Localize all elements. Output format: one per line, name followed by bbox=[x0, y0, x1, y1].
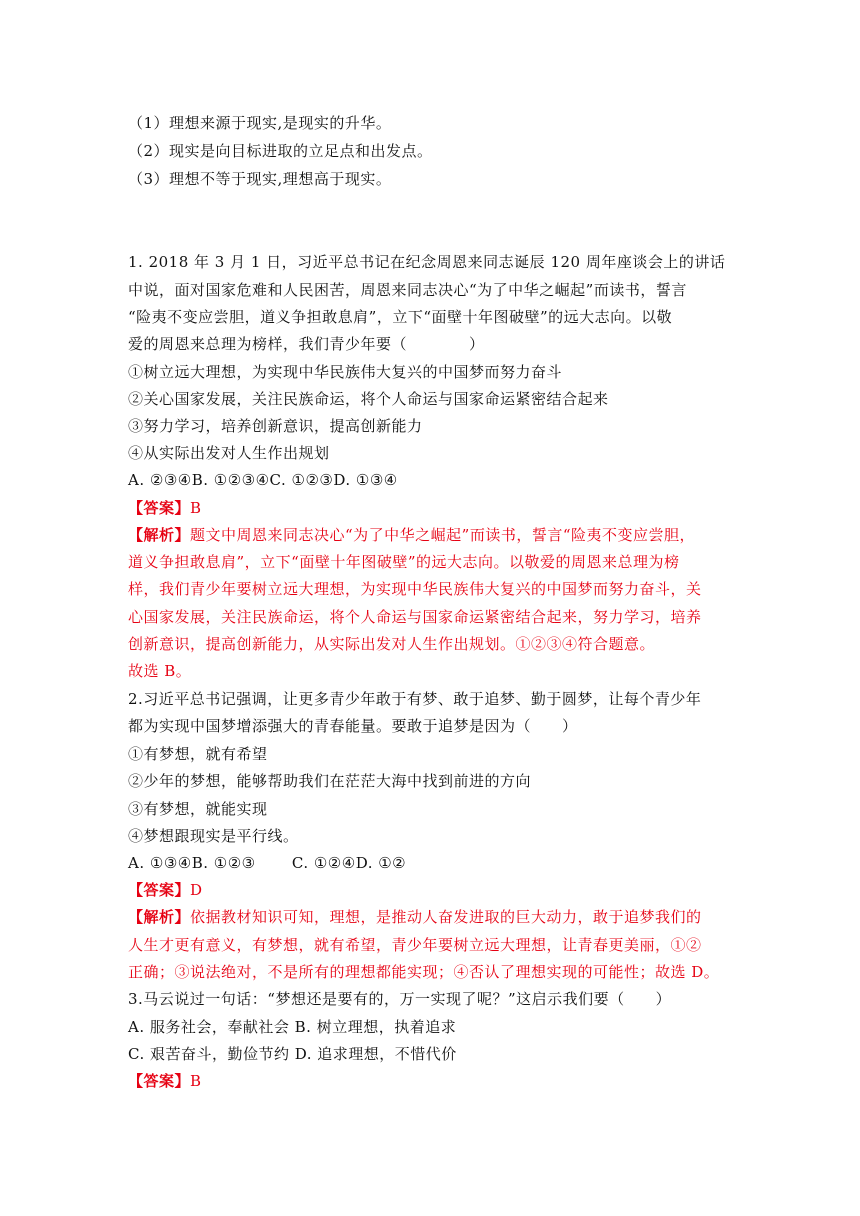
analysis-line: 故选 B。 bbox=[128, 662, 192, 680]
statement-option: ③有梦想，就能实现 bbox=[128, 800, 268, 818]
question-stem: 3.马云说过一句话：“梦想还是要有的，万一实现了呢？”这启示我们要（ ） bbox=[128, 990, 672, 1008]
answer-value: D bbox=[190, 881, 203, 899]
intro-point: （2）现实是向目标进取的立足点和出发点。 bbox=[128, 142, 433, 160]
analysis-line: 【解析】题文中周恩来同志决心“为了中华之崛起”而读书，誓言“险夷不变应尝胆， bbox=[128, 526, 696, 544]
analysis-line: 心国家发展，关注民族命运，将个人命运与国家命运紧密结合起来，努力学习，培养 bbox=[128, 608, 702, 626]
answer-line bbox=[128, 1071, 202, 1091]
question-stem: 中说，面对国家危难和人民困苦，周恩来同志决心“为了中华之崛起”而读书，誓言 bbox=[128, 281, 687, 299]
intro-point: （1）理想来源于现实,是现实的升华。 bbox=[128, 114, 392, 132]
statement-option: ④从实际出发对人生作出规划 bbox=[128, 444, 330, 462]
answer-label: 【答案】 bbox=[128, 499, 191, 517]
question-stem: 2.习近平总书记强调，让更多青少年敢于有梦、敢于追梦、勤于圆梦，让每个青少年 bbox=[128, 690, 702, 708]
question-stem: 1. 2018 年 3 月 1 日，习近平总书记在纪念周恩来同志诞辰 120 周年座谈会上的讲话 bbox=[128, 253, 726, 271]
statement-option: ①树立远大理想，为实现中华民族伟大复兴的中国梦而努力奋斗 bbox=[128, 363, 563, 381]
answer-line bbox=[128, 498, 202, 518]
statement-option: ③努力学习，培养创新意识，提高创新能力 bbox=[128, 417, 423, 435]
analysis-line: 正确；③说法绝对，不是所有的理想都能实现；④否认了理想实现的可能性；故选 D。 bbox=[128, 963, 720, 981]
statement-option: ④梦想跟现实是平行线。 bbox=[128, 827, 299, 845]
statement-option: ②少年的梦想，能够帮助我们在茫茫大海中找到前进的方向 bbox=[128, 772, 532, 790]
statement-option: ②关心国家发展，关注民族命运，将个人命运与国家命运紧密结合起来 bbox=[128, 390, 609, 408]
analysis-line: 【解析】依据教材知识可知，理想，是推动人奋发进取的巨大动力，敢于追梦我们的 bbox=[128, 908, 702, 926]
answer-choices: A. ①③④B. ①②③ C. ①②④D. ①② bbox=[128, 854, 407, 872]
statement-option: C. 艰苦奋斗，勤俭节约 D. 追求理想，不惜代价 bbox=[128, 1045, 457, 1063]
analysis-label: 【解析】 bbox=[128, 526, 191, 544]
answer-choices: A. ②③④B. ①②③④C. ①②③D. ①③④ bbox=[128, 471, 398, 489]
analysis-line: 样，我们青少年要树立远大理想，为实现中华民族伟大复兴的中国梦而努力奋斗，关 bbox=[128, 580, 702, 598]
analysis-label: 【解析】 bbox=[128, 908, 191, 926]
statement-option: ①有梦想，就有希望 bbox=[128, 745, 268, 763]
answer-line bbox=[128, 880, 203, 900]
analysis-line: 人生才更有意义，有梦想，就有希望，青少年要树立远大理想，让青春更美丽，①② bbox=[128, 936, 702, 954]
question-stem: 爱的周恩来总理为榜样，我们青少年要（ ） bbox=[128, 335, 485, 353]
analysis-line: 创新意识，提高创新能力，从实际出发对人生作出规划。①②③④符合题意。 bbox=[128, 635, 656, 653]
question-stem: “险夷不变应尝胆，道义争担敢息肩”，立下“面壁十年图破壁”的远大志向。以敬 bbox=[128, 308, 673, 326]
answer-label: 【答案】 bbox=[128, 881, 191, 899]
answer-value: B bbox=[190, 499, 202, 517]
intro-point: （3）理想不等于现实,理想高于现实。 bbox=[128, 170, 392, 188]
analysis-line: 道义争担敢息肩”，立下“面壁十年图破壁”的远大志向。以敬爱的周恩来总理为榜 bbox=[128, 553, 680, 571]
answer-label: 【答案】 bbox=[128, 1072, 191, 1090]
question-stem: 都为实现中国梦增添强大的青春能量。要敢于追梦是因为（ ） bbox=[128, 717, 578, 735]
answer-value: B bbox=[190, 1072, 202, 1090]
statement-option: A. 服务社会，奉献社会 B. 树立理想，执着追求 bbox=[128, 1018, 457, 1036]
